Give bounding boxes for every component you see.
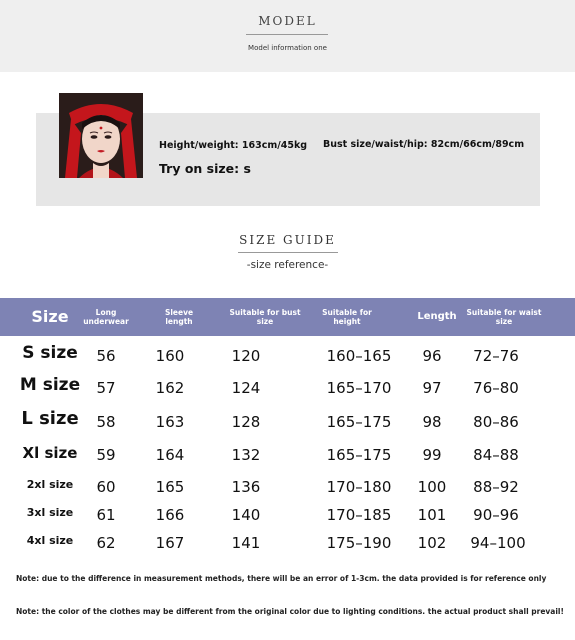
model-title-divider [246,34,328,35]
header-size: Size [31,307,69,326]
cell-bust: 132 [231,446,261,464]
cell-waist: 80–86 [473,413,519,431]
cell-sleeve-length: 166 [155,506,185,524]
cell-height: 165–175 [326,413,392,431]
cell-bust: 141 [231,534,261,552]
cell-height: 170–180 [326,478,392,496]
row-size-label: S size [22,343,78,363]
header-bust: Suitable for bust size [229,308,301,326]
cell-height: 165–170 [326,379,392,397]
model-measurements: Bust size/waist/hip: 82cm/66cm/89cm [323,139,525,150]
measurement-note: Note: due to the difference in measurement methods, there will be an error of 1-3cm. the data provided is for reference only [16,574,547,583]
cell-length: 101 [417,506,447,524]
size-guide-subtitle: -size reference- [246,259,329,271]
cell-waist: 72–76 [473,347,519,365]
header-waist: Suitable for waist size [466,308,542,326]
row-size-label: Xl size [22,444,78,462]
color-note: Note: the color of the clothes may be different from the original color due to lighting conditions. the actual product shall prevail! [16,607,564,616]
row-size-label: M size [19,375,81,395]
cell-long-underwear: 59 [96,446,116,464]
cell-long-underwear: 62 [96,534,116,552]
cell-length: 97 [422,379,442,397]
cell-height: 170–185 [326,506,392,524]
cell-long-underwear: 61 [96,506,116,524]
cell-sleeve-length: 167 [155,534,185,552]
row-size-label: L size [21,408,79,429]
cell-bust: 124 [231,379,261,397]
cell-long-underwear: 58 [96,413,116,431]
cell-height: 160–165 [326,347,392,365]
cell-length: 98 [422,413,442,431]
cell-waist: 94–100 [470,534,526,552]
header-length: Length [417,311,457,322]
cell-sleeve-length: 163 [155,413,185,431]
cell-bust: 128 [231,413,261,431]
cell-sleeve-length: 164 [155,446,185,464]
cell-long-underwear: 57 [96,379,116,397]
header-sleeve-length: Sleeve length [164,308,194,326]
cell-sleeve-length: 160 [155,347,185,365]
cell-height: 175–190 [326,534,392,552]
model-header-band [0,0,575,72]
cell-waist: 90–96 [473,506,519,524]
header-height: Suitable for height [322,308,372,326]
cell-sleeve-length: 162 [155,379,185,397]
cell-bust: 140 [231,506,261,524]
cell-length: 96 [422,347,442,365]
size-guide-divider [238,252,338,253]
model-section-title: MODEL [258,14,317,28]
cell-length: 100 [417,478,447,496]
cell-waist: 76–80 [473,379,519,397]
row-size-label: 4xl size [26,534,74,547]
model-height-weight: Height/weight: 163cm/45kg [159,140,308,151]
row-size-label: 3xl size [26,506,74,519]
cell-sleeve-length: 165 [155,478,185,496]
model-photo [59,93,143,178]
model-try-on-size: Try on size: s [159,161,251,176]
cell-bust: 120 [231,347,261,365]
cell-length: 99 [422,446,442,464]
header-long-underwear: Long underwear [83,308,129,326]
cell-long-underwear: 60 [96,478,116,496]
size-table-header [0,298,575,336]
cell-waist: 84–88 [473,446,519,464]
row-size-label: 2xl size [26,478,74,491]
cell-height: 165–175 [326,446,392,464]
cell-length: 102 [417,534,447,552]
cell-bust: 136 [231,478,261,496]
cell-waist: 88–92 [473,478,519,496]
size-guide-title: SIZE GUIDE [239,233,336,247]
cell-long-underwear: 56 [96,347,116,365]
model-section-subtitle: Model information one [248,44,327,52]
